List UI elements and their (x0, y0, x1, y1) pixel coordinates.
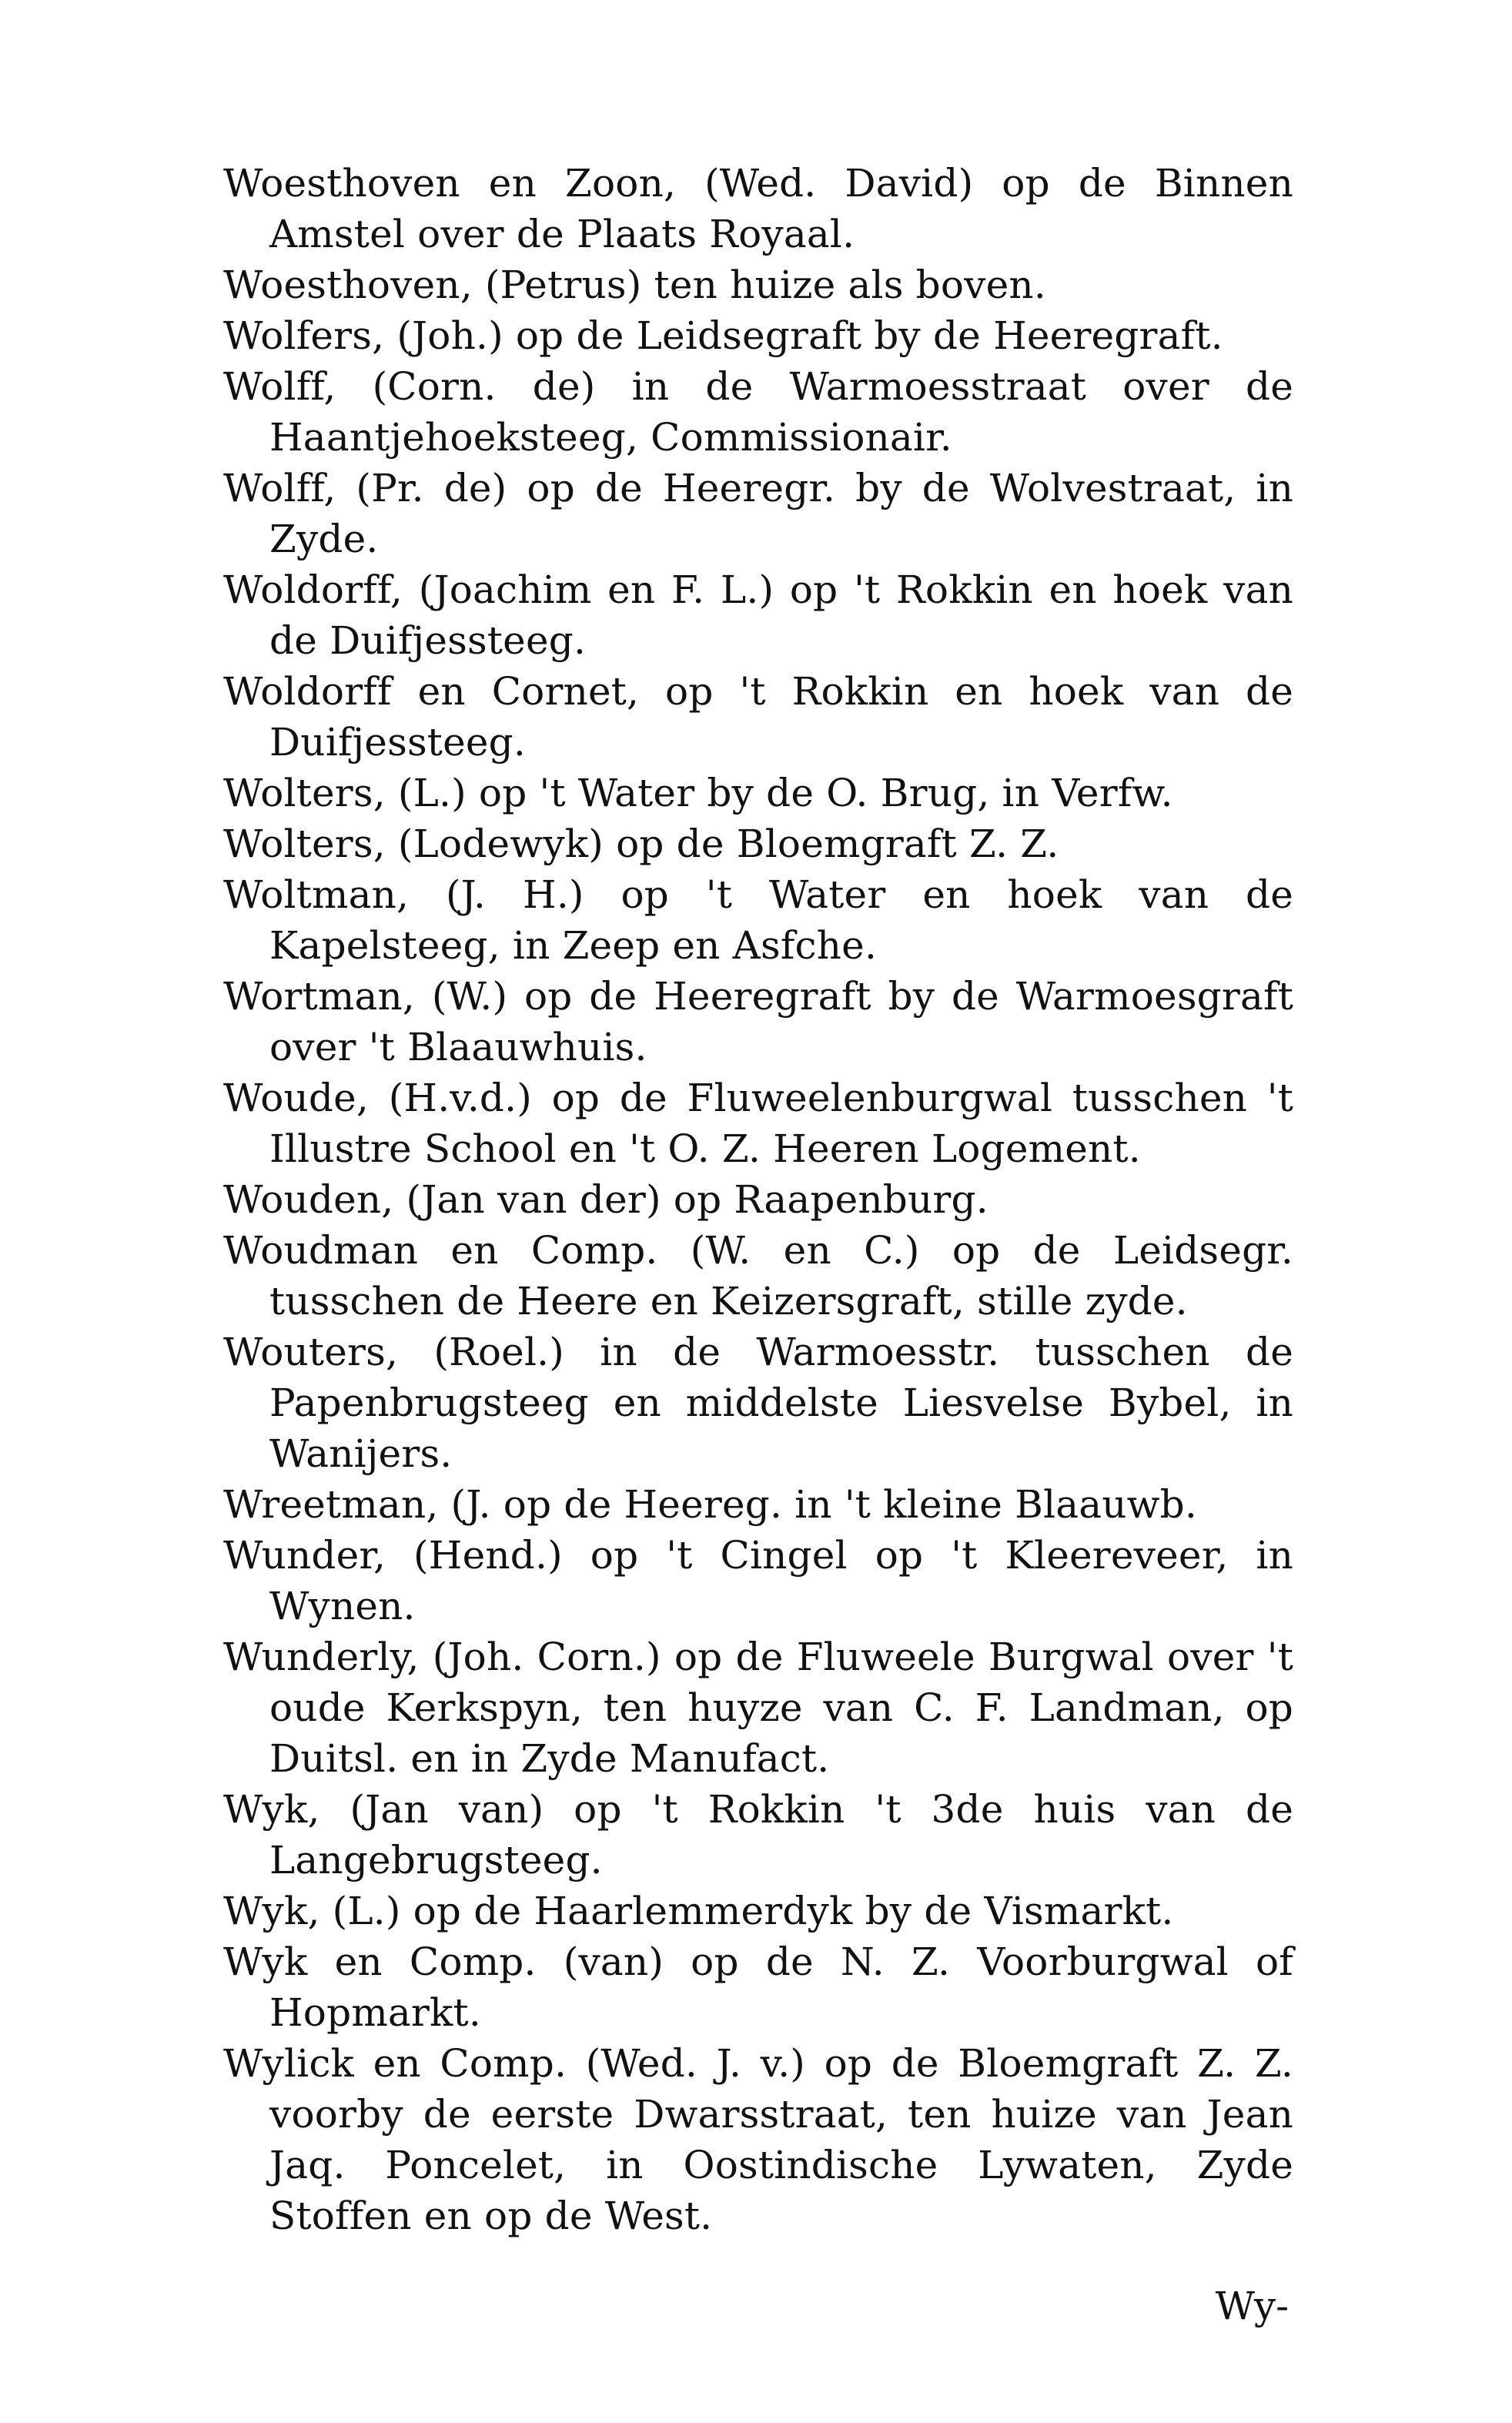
directory-entries (223, 158, 1293, 2241)
directory-entry: Woldorff, (Joachim en F. L.) op 't Rokkin en hoek van de Duifjessteeg. (223, 567, 1293, 663)
directory-entry: Wyk, (Jan van) op 't Rokkin 't 3de huis van de Langebrugsteeg. (223, 1787, 1293, 1883)
directory-entry: Wouden, (Jan van der) op Raapenburg. (223, 1177, 988, 1222)
directory-entry: Wolff, (Pr. de) op de Heeregr. by de Wolvestraat, in Zyde. (223, 466, 1293, 561)
directory-entry: Wyk en Comp. (van) op de N. Z. Voorburgwal of Hopmarkt. (223, 1939, 1293, 2035)
directory-entry: Wyk, (L.) op de Haarlemmerdyk by de Vismarkt. (223, 1889, 1174, 1933)
directory-entry: Wreetman, (J. op de Heereg. in 't kleine Blaauwb. (223, 1482, 1197, 1527)
directory-entry: Woltman, (J. H.) op 't Water en hoek van de Kapelsteeg, in Zeep en Asfche. (223, 872, 1293, 968)
directory-entry: Wunder, (Hend.) op 't Cingel op 't Kleereveer, in Wynen. (223, 1533, 1293, 1628)
directory-entry: Wouters, (Roel.) in de Warmoesstr. tusschen de Papenbrugsteeg en middelste Liesvelse Bybel, in Wanijers. (223, 1330, 1293, 1476)
directory-entry: Wolfers, (Joh.) op de Leidsegraft by de Heeregraft. (223, 313, 1223, 358)
directory-entry: Woesthoven, (Petrus) ten huize als boven. (223, 263, 1046, 307)
directory-entry: Woude, (H.v.d.) op de Fluweelenburgwal tusschen 't Illustre School en 't O. Z. Heeren Logement. (223, 1076, 1293, 1171)
directory-entry: Woesthoven en Zoon, (Wed. David) op de Binnen Amstel over de Plaats Royaal. (223, 161, 1293, 256)
catchword: Wy- (1215, 2284, 1289, 2328)
directory-entry: Woldorff en Cornet, op 't Rokkin en hoek van de Duifjessteeg. (223, 669, 1293, 765)
directory-entry: Wolters, (Lodewyk) op de Bloemgraft Z. Z. (223, 822, 1059, 866)
directory-entry: Wunderly, (Joh. Corn.) op de Fluweele Burgwal over 't oude Kerkspyn, ten huyze van C. F. Landman, op Duitsl. en in Zyde Manufact. (223, 1635, 1293, 1781)
directory-entry: Wortman, (W.) op de Heeregraft by de Warmoesgraft over 't Blaauwhuis. (223, 974, 1293, 1069)
directory-entry: Wolff, (Corn. de) in de Warmoesstraat over de Haantjehoeksteeg, Commissionair. (223, 364, 1293, 460)
directory-entry: Woudman en Comp. (W. en C.) op de Leidsegr. tusschen de Heere en Keizersgraft, stille zyde. (223, 1228, 1293, 1324)
directory-entry: Wylick en Comp. (Wed. J. v.) op de Bloemgraft Z. Z. voorby de eerste Dwarsstraat, ten huize van Jean Jaq. Poncelet, in Oostindische Lywaten, Zyde Stoffen en op de West. (223, 2041, 1293, 2238)
directory-entry: Wolters, (L.) op 't Water by de O. Brug, in Verfw. (223, 771, 1173, 815)
